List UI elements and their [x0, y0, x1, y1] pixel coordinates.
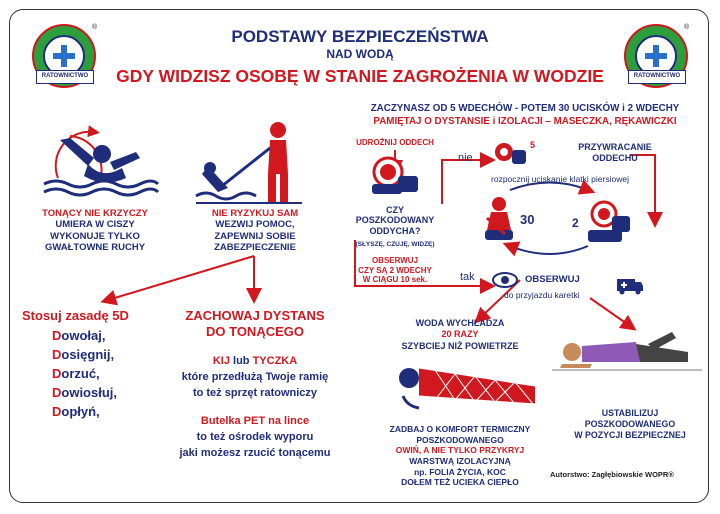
page-title-line2: NAD WODĄ	[326, 47, 394, 61]
cooling-info: WODA WYCHŁADZA 20 RAZY SZYBCIEJ NIŻ POWIETRZE	[401, 318, 519, 351]
list-item: Dowiosłuj,	[52, 385, 118, 400]
recovery-info: USTABILIZUJ POSZKODOWANEGO W POZYCJI BEZPIECZNEJ	[574, 408, 686, 440]
list-item: Dosięgnij,	[52, 347, 115, 362]
observe-breaths-info: OBSERWUJ CZY SĄ 2 WDECHY W CIĄGU 10 sek.	[358, 256, 432, 285]
list-item: Dowołaj,	[52, 328, 106, 343]
ambulance-icon	[616, 276, 644, 296]
branch-no-label: nie	[458, 152, 473, 164]
chest-compression-icon	[475, 196, 521, 246]
page-subtitle: GDY WIDZISZ OSOBĘ W STANIE ZAGROŻENIA W WODZIE	[116, 66, 604, 86]
rescue-breath-icon	[492, 140, 528, 166]
cpr-remember-info: PAMIĘTAJ O DYSTANSIE i IZOLACJI – MASECZKA, RĘKAWICZKI	[373, 116, 677, 127]
bottle-info: Butelka PET na lince to też ośrodek wyporu jaki możesz rzucić tonącemu	[179, 415, 331, 459]
senses-note: (SŁYSZĘ, CZUJĘ, WIDZĘ)	[355, 241, 435, 248]
no-risk-info: NIE RYZYKUJ SAM WEZWIJ POMOC, ZAPEWNIJ SOBIE ZABEZPIECZENIE	[211, 208, 299, 254]
logo-ribbon: RATOWNICTWO	[628, 70, 686, 84]
branch-yes-label: tak	[460, 271, 475, 283]
list-item: Dorzuć,	[52, 366, 100, 381]
airway-head-icon	[368, 150, 424, 196]
rule-5d-title: Stosuj zasadę 5D	[22, 308, 129, 323]
logo-ribbon: RATOWNICTWO	[36, 70, 94, 84]
distance-title: ZACHOWAJ DYSTANS DO TONĄCEGO	[185, 308, 325, 339]
registered-mark: ®	[684, 24, 690, 31]
recovery-position-illustration	[552, 322, 702, 374]
drowning-info: TONĄCY NIE KRZYCZY UMIERA W CISZY WYKONUJE TYLKO GWAŁTOWNE RUCHY	[42, 208, 148, 254]
observe-label: OBSERWUJ	[525, 274, 580, 285]
thermal-info: ZADBAJ O KOMFORT TERMICZNY POSZKODOWANEGO OWIŃ, A NIE TYLKO PRZYKRYJ WARSTWĄ IZOLACYJNĄ np. FOLIA ŻYCIA, KOC DOŁEM TEŻ UCIEKA CIEPŁO	[389, 424, 531, 488]
breaths-count: 2	[572, 216, 579, 230]
start-compressions-label: rozpocznij uciskanie klatki piersiowej	[491, 174, 629, 184]
eye-icon	[492, 272, 518, 288]
registered-mark: ®	[92, 24, 98, 31]
compressions-count: 30	[520, 212, 535, 227]
rescue-breath-cycle-icon	[586, 198, 632, 246]
author-credit: Autorstwo: Zagłębiowskie WOPR®	[550, 470, 674, 479]
unblock-airway-label: UDROŻNIJ ODDECH	[356, 138, 434, 147]
thermal-blanket-illustration	[395, 356, 545, 418]
breathing-question: CZY POSZKODOWANY ODDYCHA?	[355, 205, 435, 236]
stick-info: KIJ lub TYCZKA które przedłużą Twoje ramię to też sprzęt ratowniczy	[181, 355, 329, 399]
page-title: PODSTAWY BEZPIECZEŃSTWA	[231, 27, 489, 46]
rule-5d-list	[52, 326, 117, 421]
restore-breathing-label: PRZYWRACANIE ODDECHU	[578, 142, 652, 163]
five-breaths-count: 5	[530, 140, 536, 150]
cpr-start-info: ZACZYNASZ OD 5 WDECHÓW - POTEM 30 UCISKÓW i 2 WDECHY	[370, 103, 680, 114]
list-item: Dopłyń,	[52, 404, 100, 419]
until-ambulance-label: do przyjazdu karetki	[504, 290, 580, 300]
